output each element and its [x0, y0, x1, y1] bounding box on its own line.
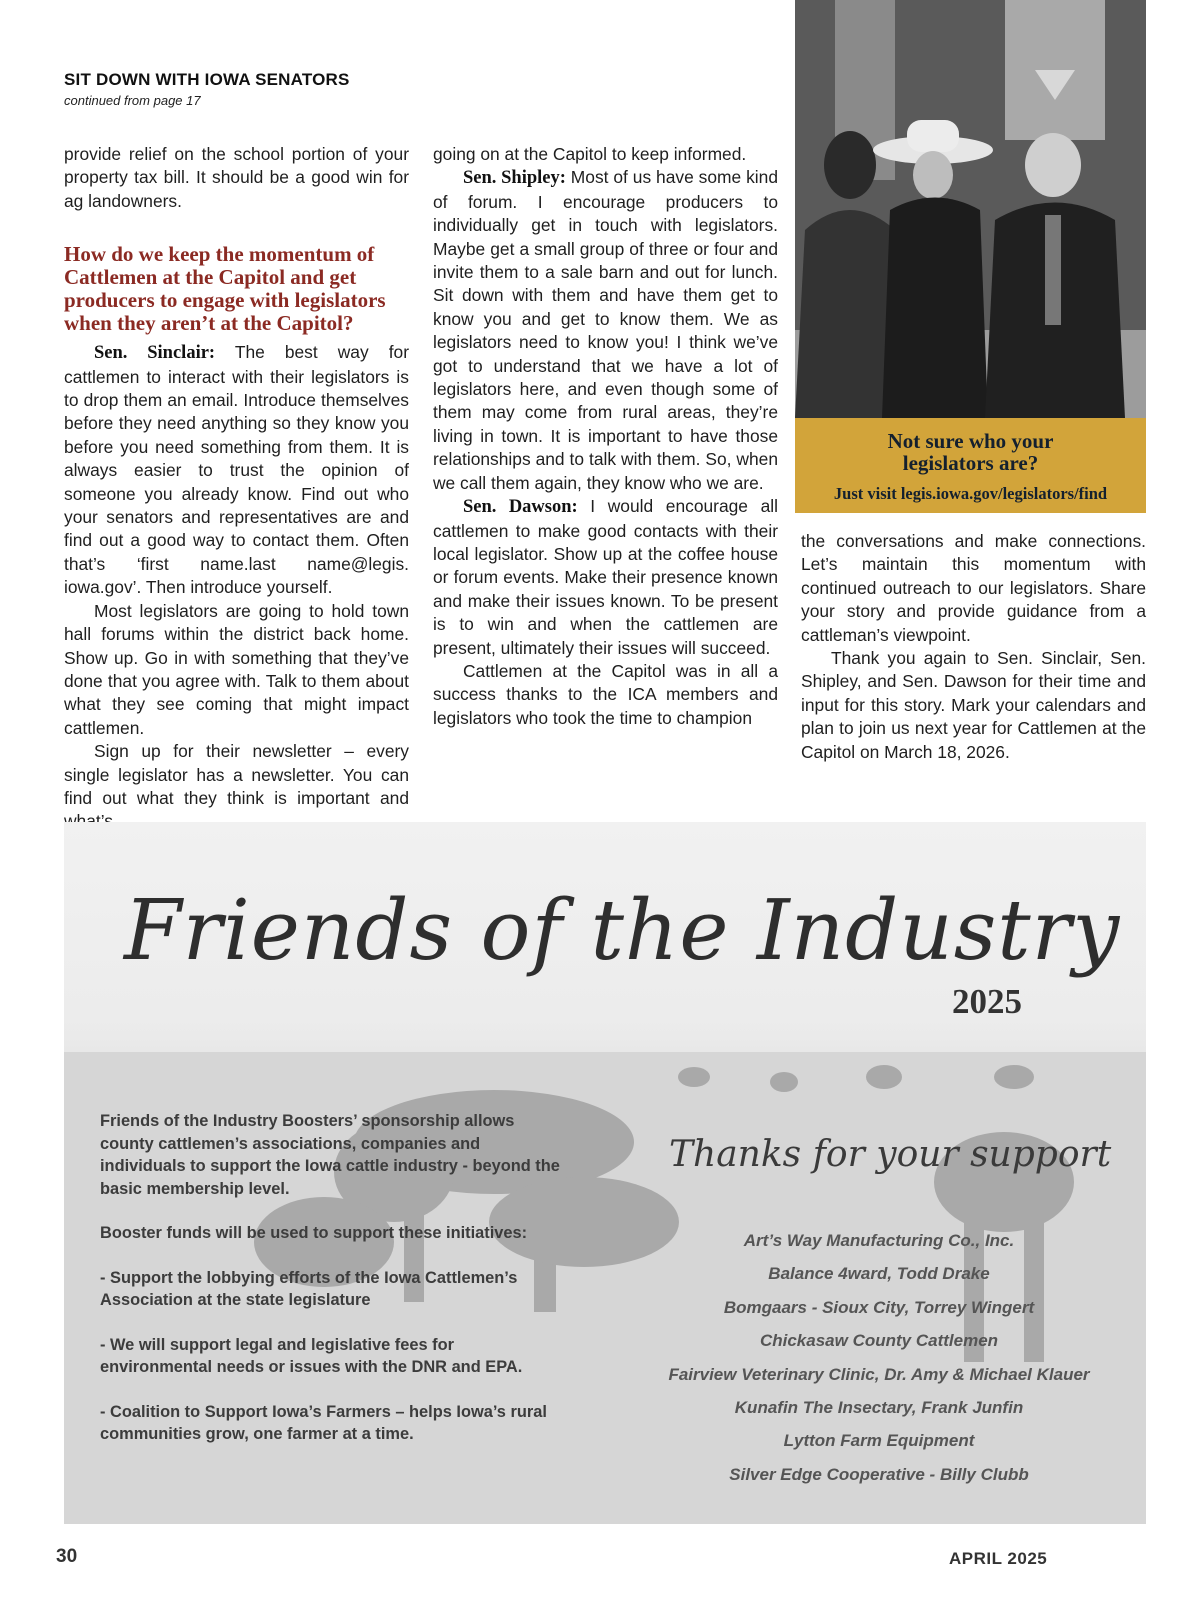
- paragraph: provide relief on the school portion of your property tax bill. It should be a good win for ag landowners.: [64, 144, 409, 211]
- booster-info: [100, 1110, 570, 1468]
- booster-intro: Friends of the Industry Boosters’ sponsorship allows county cattlemen’s associations, companies and individuals to support the Iowa cattle industry - beyond the basic membership level.: [100, 1112, 560, 1198]
- paragraph: Thank you again to Sen. Sinclair, Sen. Shipley, and Sen. Dawson for their time and input for this story. Mark your calendars and plan to join us next year for Cattlemen at the Capitol on March 18, 2026.: [801, 648, 1146, 762]
- sponsor-item: Silver Edge Cooperative - Billy Clubb: [729, 1464, 1029, 1484]
- article-column-2: [433, 143, 778, 730]
- sponsor-item: Fairview Veterinary Clinic, Dr. Amy & Michael Klauer: [668, 1364, 1090, 1384]
- sponsor-list: [609, 1224, 1146, 1491]
- continued-note: continued from page 17: [64, 93, 201, 108]
- sponsor-item: Art’s Way Manufacturing Co., Inc.: [743, 1231, 1015, 1250]
- legislators-photo: [795, 0, 1146, 418]
- ad-title: Friends of the Industry: [124, 882, 1121, 979]
- friends-of-industry-ad: [64, 822, 1146, 1524]
- paragraph: [433, 495, 778, 660]
- booster-funds: Booster funds will be used to support these initiatives:: [100, 1224, 528, 1242]
- page-number: 30: [56, 1546, 78, 1567]
- paragraph: Most legislators are going to hold town hall forums within the district back home. Show up. Go in with something that they’ve done that you agree with. Talk to them about what they see coming that might impact cattlemen.: [64, 600, 409, 738]
- answer-text: Most of us have some kind of forum. I encourage producers to individually get in touch with legislators. Maybe get a small group of three or four and invite them to a sale barn and out for lunch. Sit down with them and have them get to know you and get to know them. We as legislators need to know you! I think we’ve got to understand that we have a lot of legislators here, and even though some of them may come from rural areas, they’re living in town. It is important to have those relationships and to talk with them. So, when we call them again, they know who we are.: [433, 167, 779, 493]
- sponsor-item: Lytton Farm Equipment: [783, 1431, 975, 1451]
- answer-text: The best way for cattlemen to interact with their legislators is to drop them an email. Introduce themselves before they need anything so they know you before you need something from them. It is always easier to trust the opinion of someone you already know. Find out who your senators and representatives are and find out a good way to contact them. Often that’s ‘first name.last name@legis. iowa.gov’. Then introduce yourself.: [64, 342, 410, 598]
- booster-initiative: - Coalition to Support Iowa’s Farmers – helps Iowa’s rural communities grow, one farmer at a time.: [100, 1402, 547, 1443]
- booster-initiative: - We will support legal and legislative fees for environmental needs or issues with the DNR and EPA.: [100, 1335, 523, 1376]
- sponsor-item: Chickasaw County Cattlemen: [759, 1331, 999, 1351]
- paragraph: [433, 166, 778, 495]
- ad-year: 2025: [952, 982, 1022, 1021]
- callout-line: legislators are?: [902, 451, 1039, 475]
- paragraph: Cattlemen at the Capitol was in all a success thanks to the ICA members and legislators who took the time to champion: [433, 660, 778, 728]
- sponsor-item: Balance 4ward, Todd Drake: [768, 1264, 990, 1284]
- paragraph: [64, 341, 409, 599]
- sponsor-item: Bomgaars - Sioux City, Torrey Wingert: [723, 1297, 1035, 1317]
- booster-initiative: - Support the lobbying efforts of the Iowa Cattlemen’s Association at the state legislature: [100, 1268, 518, 1309]
- thanks-heading: Thanks for your support: [669, 1134, 1112, 1175]
- speaker-name: Sen. Shipley:: [463, 168, 566, 189]
- article-column-1: [64, 143, 409, 834]
- callout-link[interactable]: Just visit legis.iowa.gov/legislators/find: [833, 484, 1108, 503]
- legislator-callout: [795, 418, 1146, 513]
- issue-date: APRIL 2025: [949, 1549, 1048, 1568]
- paragraph: Sign up for their newsletter – every single legislator has a newsletter. You can find out what they think is important and: [64, 741, 409, 808]
- speaker-name: Sen. Sinclair:: [94, 343, 216, 364]
- section-header: [64, 70, 350, 108]
- photo-illustration: [795, 0, 1146, 418]
- answer-text: I would encourage all cattlemen to make good contacts with their local legislator. Show up at the coffee house or forum events. Make their presence known and make their issues known. To be present is to win and when the cattlemen are present, ultimately their issues will succeed.: [433, 496, 778, 658]
- paragraph: going on at the Capitol to keep informed.: [433, 144, 747, 164]
- question-heading: How do we keep the momentum of Cattlemen at the Capitol and get producers to engage with legislators when they aren’t at the Capitol?: [64, 242, 386, 336]
- callout-line: Not sure who your: [887, 429, 1054, 453]
- section-title: SIT DOWN WITH IOWA SENATORS: [64, 70, 350, 89]
- paragraph: the conversations and make connections. Let’s maintain this momentum with continued outreach to our legislators. Share your story and provide guidance from a cattleman’s viewpoint.: [801, 531, 1146, 645]
- sponsor-item: Kunafin The Insectary, Frank Junfin: [734, 1398, 1024, 1418]
- article-column-3: [801, 530, 1146, 764]
- speaker-name: Sen. Dawson:: [463, 497, 578, 518]
